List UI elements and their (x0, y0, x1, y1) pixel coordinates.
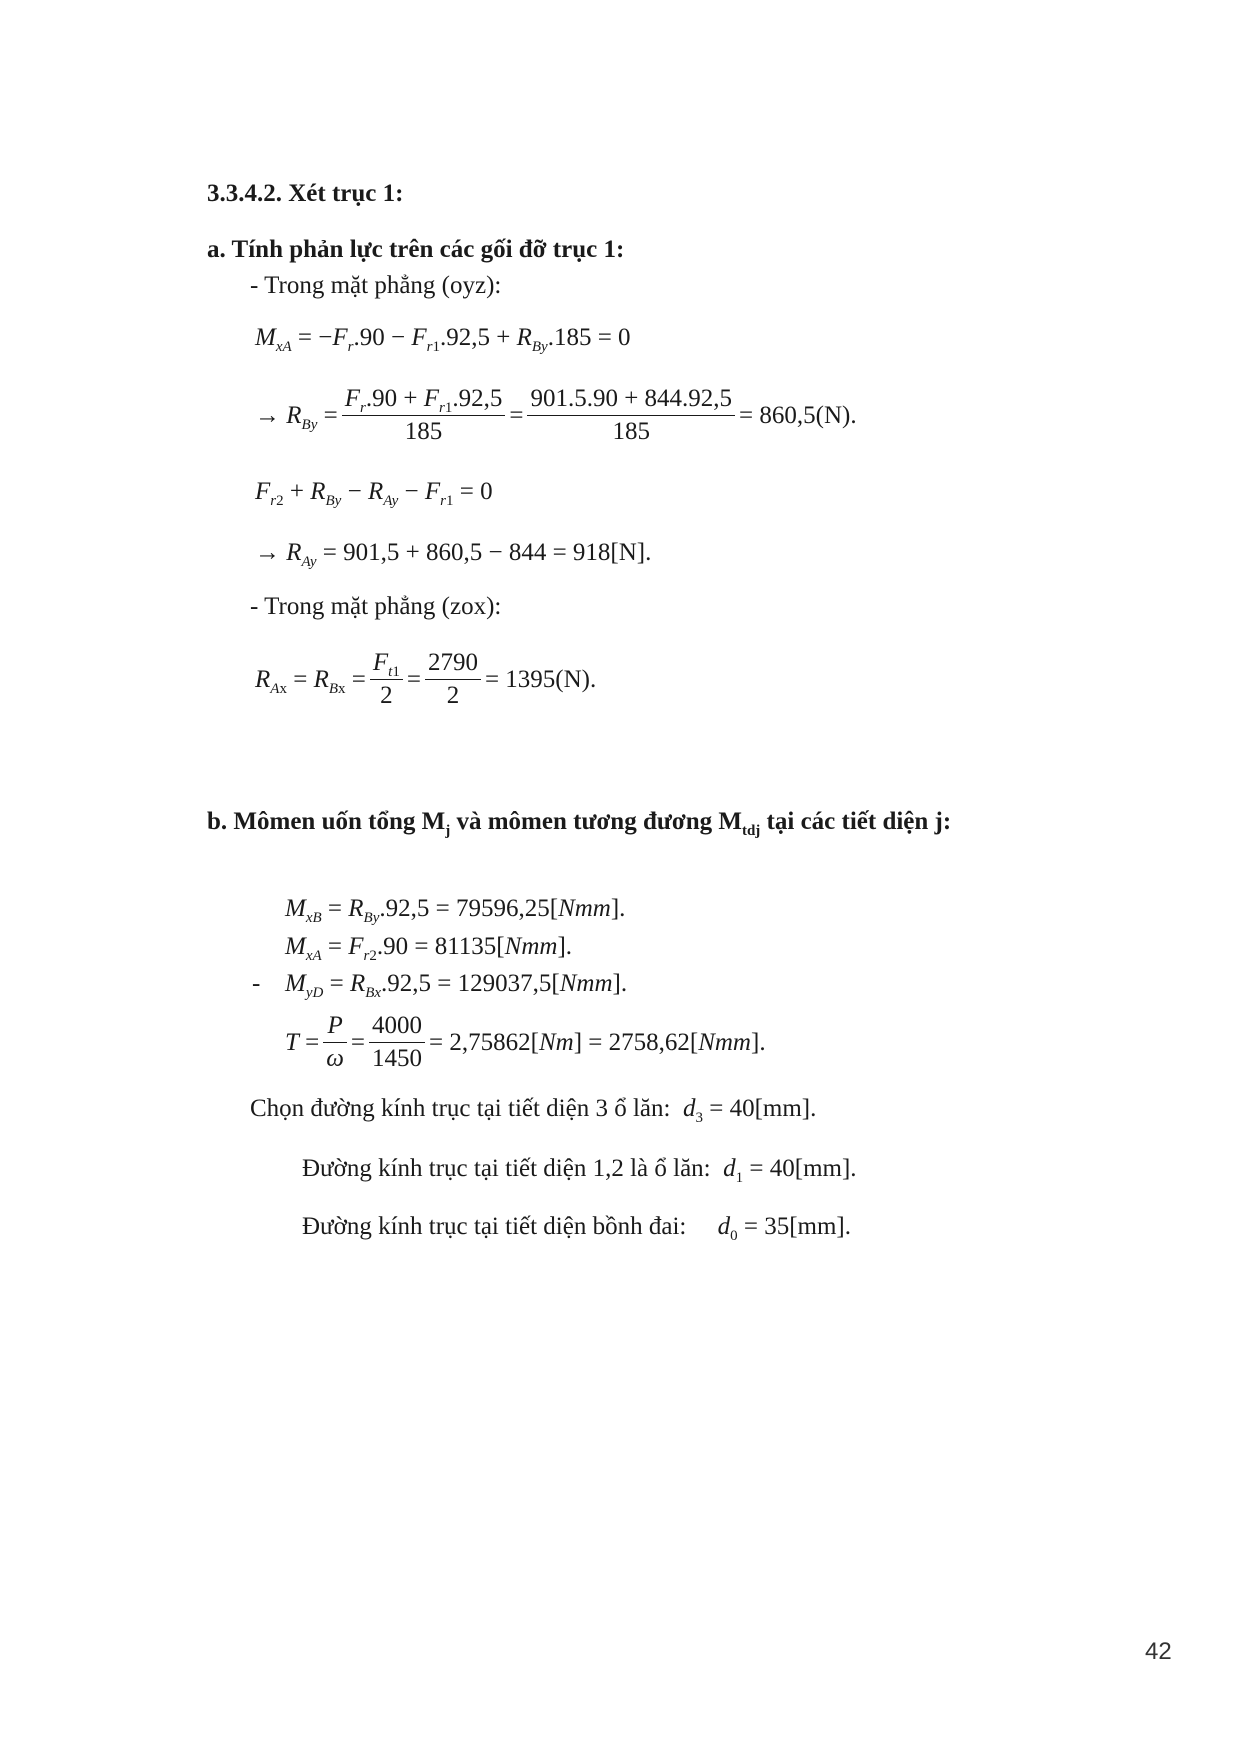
diameter-12-line: Đường kính trục tại tiết diện 1,2 là ổ lăn: $d_1 = 40[mm]$. (302, 1155, 857, 1186)
fraction-Ft1: $\frac{F_{t1}}{2}$ (370, 647, 403, 712)
part-a-heading: a. Tính phản lực trên các gối đỡ trục 1: (207, 236, 625, 263)
fraction-P-omega: $\frac{P}{\omega}$ (323, 1010, 347, 1075)
section-title: 3.3.4.2. Xét trục 1: (207, 180, 404, 207)
equation-moment-xB: $M_{xB} = R_{By}.92,5 = 79596,25[Nmm]$. (285, 895, 626, 926)
equation-moment-yD: $M_{yD} = R_{Bx}.92,5 = 129037,5[Nmm]$. (285, 970, 628, 1001)
part-b-heading: b. Mômen uốn tổng $M_j$ và mômen tương đương $M_{tdj}$ tại các tiết diện j: (207, 808, 952, 839)
page-number: 42 (1145, 1638, 1172, 1665)
fraction-By-numeric: $\frac{901.5.90 + 844.92,5}{185}$ (527, 383, 735, 448)
equation-moment-xA-b: $M_{xA} = F_{r2}.90 = 81135[Nmm]$. (285, 933, 573, 964)
equation-moment-xA: $M_{xA} = -F_r.90 - F_{r1}.92,5 + R_{By}.185 = 0$ (255, 324, 631, 355)
diameter-0-line: Đường kính trục tại tiết diện bồnh đai: $d_0 = 35[mm]$. (302, 1213, 851, 1244)
equation-torque: T = $\frac{P}{\omega}$ = $\frac{4000}{1450}$ = 2,75862[Nm] = 2758,62[Nmm]. (285, 1010, 766, 1075)
list-dash: - (252, 970, 261, 997)
fraction-By-symbolic: $\frac{F_r.90 + F_{r1}.92,5}{185}$ (342, 383, 506, 448)
fraction-2790: $\frac{2790}{2}$ (425, 647, 481, 712)
plane-zox-label: - Trong mặt phẳng (zox): (250, 593, 502, 620)
fraction-4000-1450: $\frac{4000}{1450}$ (369, 1010, 425, 1075)
equation-reaction-Ay: → $R_{Ay} = 901,5 + 860,5 - 844 = 918[N]$. (255, 539, 652, 570)
equation-reaction-x: $R_{Ax} = R_{Bx}$ = $\frac{F_{t1}}{2}$ = $\frac{2790}{2}$ = 1395(N). (255, 647, 596, 712)
choose-diameter-line: Chọn đường kính trục tại tiết diện 3 ổ lăn: $d_3 = 40[mm]$. (250, 1095, 817, 1126)
plane-oyz-label: - Trong mặt phẳng (oyz): (250, 272, 502, 299)
equation-reaction-By: → $R_{By}$ = $\frac{F_r.90 + F_{r1}.92,5}{185}$ = $\frac{901.5.90 + 844.92,5}{185}$ = 860,5(N). (255, 383, 857, 448)
equation-force-balance: $F_{r2} + R_{By} - R_{Ay} - F_{r1} = 0$ (255, 478, 493, 509)
